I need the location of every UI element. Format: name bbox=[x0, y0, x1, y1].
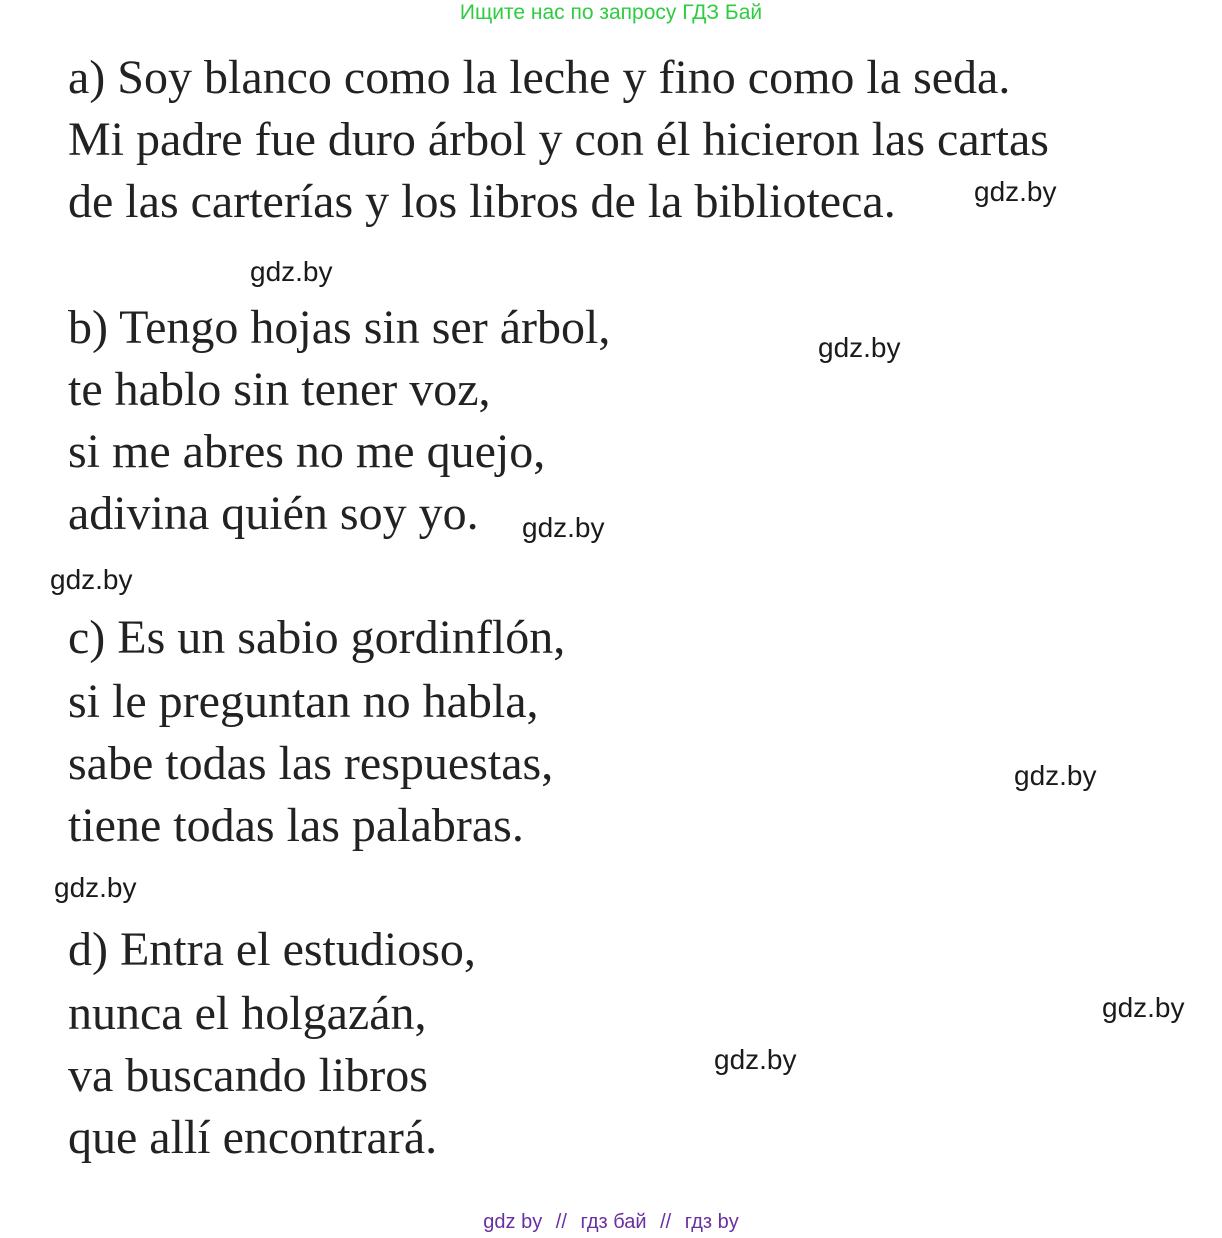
riddle-d-line-4: que allí encontrará. bbox=[68, 1111, 438, 1164]
footer-link-gdz-bai[interactable]: гдз бай bbox=[580, 1211, 647, 1233]
riddle-d-line-3: va buscando libros bbox=[68, 1049, 428, 1102]
watermark: gdz.by bbox=[50, 564, 133, 595]
riddle-b-line-3: si me abres no me quejo, bbox=[68, 425, 546, 478]
footer-link-gdz-by-cyrillic[interactable]: гдз by bbox=[684, 1211, 739, 1233]
riddle-c-line-4: tiene todas las palabras. bbox=[68, 799, 524, 852]
watermark: gdz.by bbox=[522, 512, 605, 543]
riddle-a-line-1: a) Soy blanco como la leche y fino como la seda. bbox=[68, 51, 1011, 104]
footer-separator: // bbox=[660, 1211, 672, 1233]
watermark: gdz.by bbox=[54, 872, 137, 903]
watermark: gdz.by bbox=[974, 176, 1057, 207]
riddle-c-line-1: c) Es un sabio gordinflón, bbox=[68, 611, 566, 664]
riddle-b-line-2: te hablo sin tener voz, bbox=[68, 363, 491, 416]
riddle-a-line-2: Mi padre fue duro árbol y con él hicieron las cartas bbox=[68, 113, 1049, 166]
header-note: Ищите нас по запросу ГДЗ Бай bbox=[459, 1, 763, 24]
watermark: gdz.by bbox=[250, 256, 333, 287]
watermark: gdz.by bbox=[714, 1044, 797, 1075]
riddle-c-line-3: sabe todas las respuestas, bbox=[68, 737, 554, 790]
riddle-d-line-1: d) Entra el estudioso, bbox=[68, 923, 476, 976]
footer-link-gdz-by[interactable]: gdz by bbox=[483, 1211, 543, 1233]
watermark: gdz.by bbox=[818, 332, 901, 363]
footer-separator: // bbox=[555, 1211, 567, 1233]
footer-links bbox=[0, 1208, 1222, 1236]
riddle-b-line-4: adivina quién soy yo. bbox=[68, 487, 479, 540]
riddle-a-line-3: de las carterías y los libros de la biblioteca. bbox=[68, 175, 896, 228]
riddle-c-line-2: si le preguntan no habla, bbox=[68, 675, 539, 728]
watermark: gdz.by bbox=[1102, 992, 1185, 1023]
watermark: gdz.by bbox=[1014, 760, 1097, 791]
riddle-d-line-2: nunca el holgazán, bbox=[68, 987, 427, 1040]
riddle-b-line-1: b) Tengo hojas sin ser árbol, bbox=[68, 301, 611, 354]
